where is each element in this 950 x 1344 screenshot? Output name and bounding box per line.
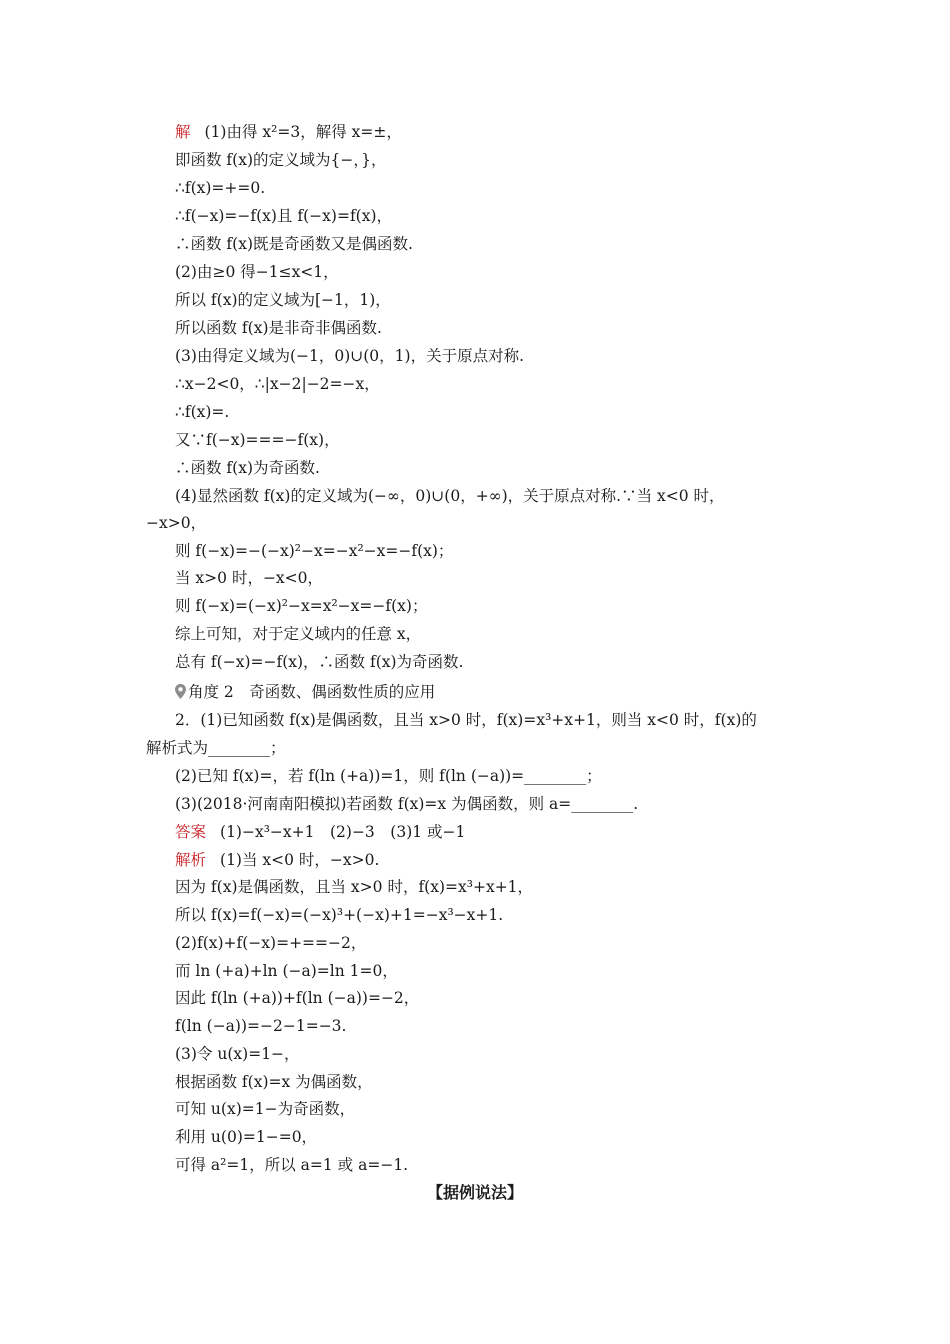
problem-line-3: (2)已知 f(x)=，若 f(ln (+a))=1，则 f(ln (−a))=________； (175, 767, 602, 785)
solution-line-12: 又∵f(−x)===−f(x)， (175, 431, 340, 449)
solution-label: 解 (175, 123, 191, 141)
analysis-line-8: (3)令 u(x)=1−， (175, 1045, 300, 1063)
solution-line-1: 解 (1)由得 x²=3，解得 x=±， (175, 123, 402, 141)
solution-line-20: 总有 f(−x)=−f(x)，∴函数 f(x)为奇函数. (175, 653, 464, 671)
analysis-line-12: 可得 a²=1，所以 a=1 或 a=−1. (175, 1156, 409, 1174)
map-pin-icon (175, 684, 186, 699)
solution-line-16: 则 f(−x)=−(−x)²−x=−x²−x=−f(x)； (175, 542, 454, 560)
solution-line-6: (2)由≥0 得−1≤x<1， (175, 263, 339, 281)
angle-heading-text: 角度 2 奇函数、偶函数性质的应用 (188, 683, 436, 701)
analysis-line-6: 因此 f(ln (+a))+f(ln (−a))=−2， (175, 989, 420, 1007)
analysis-line-11: 利用 u(0)=1−=0， (175, 1128, 318, 1146)
solution-line-5: ∴函数 f(x)既是奇函数又是偶函数. (175, 235, 413, 253)
solution-line-13: ∴函数 f(x)为奇函数. (175, 459, 320, 477)
solution-line-14: (4)显然函数 f(x)的定义域为(−∞，0)∪(0，+∞)，关于原点对称.∵当 x<0 时， (175, 487, 725, 505)
problem-line-2: 解析式为________； (146, 739, 286, 757)
analysis-line-3: 所以 f(x)=f(−x)=(−x)³+(−x)+1=−x³−x+1. (175, 906, 504, 924)
answer-line (175, 822, 465, 842)
answer-text: (1)−x³−x+1 (2)−3 (3)1 或−1 (220, 823, 466, 841)
solution-line-19: 综上可知，对于定义域内的任意 x， (175, 625, 422, 643)
analysis-line-10: 可知 u(x)=1−为奇函数， (175, 1100, 356, 1118)
analysis-line-4: (2)f(x)+f(−x)=+==−2， (175, 934, 367, 952)
solution-line-2: 即函数 f(x)的定义域为{−，}， (175, 151, 387, 169)
solution-line-11: ∴f(x)=. (175, 403, 230, 421)
analysis-label: 解析 (175, 851, 207, 869)
solution-line-15: −x>0， (146, 514, 207, 532)
problem-line-4: (3)(2018·河南南阳模拟)若函数 f(x)=x 为偶函数，则 a=________. (175, 795, 639, 813)
answer-label: 答案 (175, 823, 207, 841)
solution-line-17: 当 x>0 时，−x<0， (175, 569, 324, 587)
angle-heading (175, 682, 435, 702)
analysis-line-1: 解析 (1)当 x<0 时，−x>0. (175, 851, 380, 869)
section-title: 【据例说法】 (426, 1183, 523, 1202)
solution-line-4: ∴f(−x)=−f(x)且 f(−x)=f(x)， (175, 207, 393, 225)
solution-line-8: 所以函数 f(x)是非奇非偶函数. (175, 319, 382, 337)
analysis-line-5: 而 ln (+a)+ln (−a)=ln 1=0， (175, 962, 398, 980)
problem-line-1: 2．(1)已知函数 f(x)是偶函数，且当 x>0 时，f(x)=x³+x+1，则当 x<0 时，f(x)的 (175, 711, 757, 729)
solution-line-3: ∴f(x)=+=0. (175, 179, 266, 197)
solution-line-7: 所以 f(x)的定义域为[−1，1)， (175, 291, 391, 309)
analysis-line-7: f(ln (−a))=−2−1=−3. (175, 1017, 347, 1035)
analysis-line-9: 根据函数 f(x)=x 为偶函数， (175, 1073, 373, 1091)
solution-line-9: (3)由得定义域为(−1，0)∪(0，1)，关于原点对称. (175, 347, 524, 365)
solution-line-10: ∴x−2<0，∴|x−2|−2=−x， (175, 375, 380, 393)
solution-line-18: 则 f(−x)=(−x)²−x=x²−x=−f(x)； (175, 597, 428, 615)
analysis-line-2: 因为 f(x)是偶函数，且当 x>0 时，f(x)=x³+x+1， (175, 878, 534, 896)
